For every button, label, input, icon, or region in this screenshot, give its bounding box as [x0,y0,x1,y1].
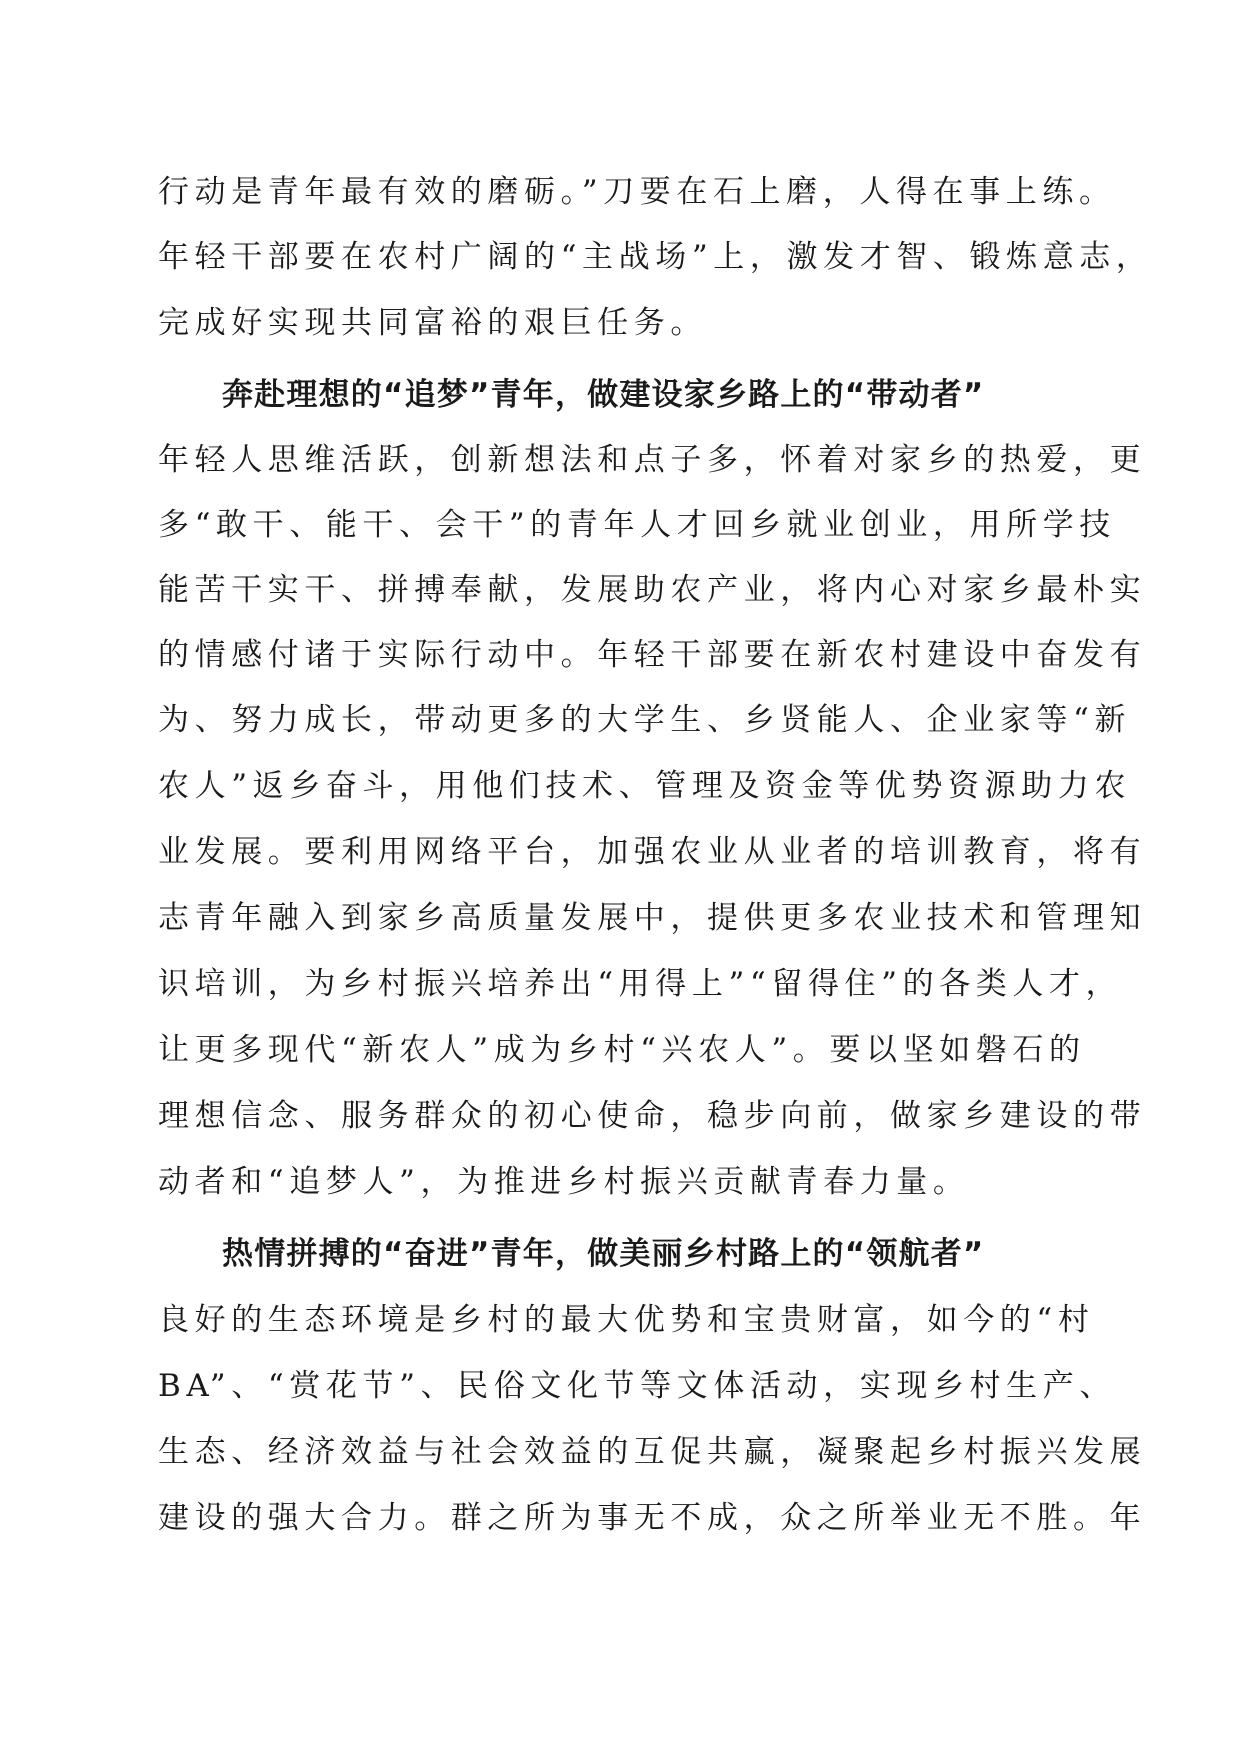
paragraph-line: 业发展。要利用网络平台，加强农业从业者的培训教育，将有 [158,834,1147,870]
paragraph-line: 多“敢干、能干、会干”的青年人才回乡就业创业，用所学技 [158,507,1116,543]
section-heading: 热情拼搏的“奋进”青年，做美丽乡村路上的“领航者” [222,1236,985,1272]
paragraph-line: 理想信念、服务群众的初心使命，稳步向前，做家乡建设的带 [158,1098,1147,1134]
paragraph-line: 建设的强大合力。群之所为事无不成，众之所举业无不胜。年 [158,1500,1147,1536]
paragraph-line: 志青年融入到家乡高质量发展中，提供更多农业技术和管理知 [158,900,1147,936]
paragraph-line: 行动是青年最有效的磨砺。”刀要在石上磨，人得在事上练。 [158,174,1116,210]
paragraph-line: 为、努力成长，带动更多的大学生、乡贤能人、企业家等“新 [158,702,1132,738]
section-heading: 奔赴理想的“追梦”青年，做建设家乡路上的“带动者” [222,377,985,413]
paragraph-line: 让更多现代“新农人”成为乡村“兴农人”。要以坚如磐石的 [158,1032,1086,1068]
paragraph-line: 生态、经济效益与社会效益的互促共赢，凝聚起乡村振兴发展 [158,1434,1147,1470]
paragraph-line: BA”、“赏花节”、民俗文化节等文体活动，实现乡村生产、 [158,1368,1116,1404]
paragraph-line: 识培训，为乡村振兴培养出“用得上”“留得住”的各类人才， [158,966,1123,1002]
paragraph-line: 农人”返乡奋斗，用他们技术、管理及资金等优势资源助力农 [158,768,1132,804]
paragraph-line: 的情感付诸于实际行动中。年轻干部要在新农村建设中奋发有 [158,637,1147,673]
paragraph-line: 完成好实现共同富裕的艰巨任务。 [158,305,707,341]
paragraph-line: 动者和“追梦人”，为推进乡村振兴贡献青春力量。 [158,1164,970,1200]
paragraph-line: 年轻人思维活跃，创新想法和点子多，怀着对家乡的热爱，更 [158,442,1147,478]
paragraph-line: 良好的生态环境是乡村的最大优势和宝贵财富，如今的“村 [158,1302,1095,1338]
paragraph-line: 年轻干部要在农村广阔的“主战场”上，激发才智、锻炼意志， [158,239,1153,275]
paragraph-line: 能苦干实干、拼搏奉献，发展助农产业，将内心对家乡最朴实 [158,572,1147,608]
